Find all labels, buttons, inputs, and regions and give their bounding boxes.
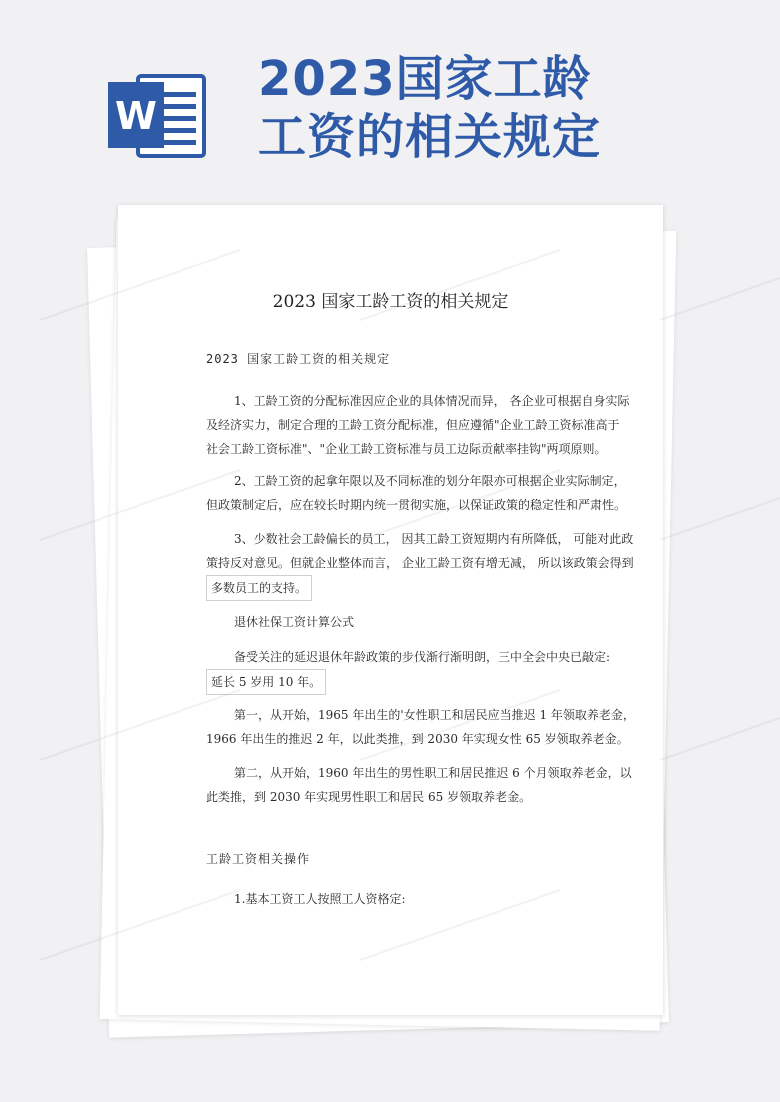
- word-doc-icon: [108, 68, 208, 160]
- paragraph-5-line-1: 第一，从开始，1965 年出生的'女性职工和居民应当推迟 1 年领取养老金，: [234, 708, 635, 722]
- paragraph-3-line-3: 多数员工的支持。: [206, 575, 312, 601]
- document-title: 2023 国家工龄工资的相关规定: [272, 292, 509, 312]
- paragraph-1-line-1: 1、工龄工资的分配标准因应企业的具体情况而异， 各企业可根据自身实际: [234, 394, 630, 408]
- section-ops-heading: 工龄工资相关操作: [206, 852, 311, 866]
- paragraph-3-line-1: 3、少数社会工龄偏长的员工， 因其工龄工资短期内有所降低， 可能对此政: [234, 532, 634, 546]
- document-page: [118, 205, 663, 1015]
- paragraph-2: [206, 469, 646, 517]
- header: [0, 0, 780, 200]
- paragraph-6: [206, 761, 646, 809]
- paragraph-5-line-2: 1966 年出生的推迟 2 年，以此类推，到 2030 年实现女性 65 岁领取养老金。: [206, 732, 629, 746]
- paragraph-2-line-2: 但政策制定后，应在较长时期内统一贯彻实施，以保证政策的稳定性和严肃性。: [206, 498, 627, 512]
- title-line-2: 工资的相关规定: [258, 109, 602, 165]
- paragraph-3: [206, 527, 646, 601]
- document-subtitle: 2023 国家工龄工资的相关规定: [206, 352, 391, 366]
- section-retire-heading: 退休社保工资计算公式: [234, 615, 355, 629]
- paragraph-3-line-2: 策持反对意见。但就企业整体而言， 企业工龄工资有增无减， 所以该政策会得到: [206, 556, 634, 570]
- paragraph-2-line-1: 2、工龄工资的起拿年限以及不同标准的划分年限亦可根据企业实际制定，: [234, 474, 626, 488]
- title-line-1: 2023国家工龄: [258, 51, 592, 107]
- paragraph-4: [206, 645, 646, 695]
- paragraph-5: [206, 703, 646, 751]
- page-title: [258, 50, 758, 166]
- paragraph-7: 1.基本工资工人按照工人资格定:: [234, 892, 406, 906]
- paragraph-6-line-2: 此类推，到 2030 年实现男性职工和居民 65 岁领取养老金。: [206, 790, 532, 804]
- paragraph-1-line-2: 及经济实力，制定合理的工龄工资分配标准，但应遵循"企业工龄工资标准高于: [206, 418, 620, 432]
- paragraph-4-line-1: 备受关注的延迟退休年龄政策的步伐渐行渐明朗，三中全会中央已敲定:: [234, 650, 611, 664]
- paragraph-6-line-1: 第二，从开始，1960 年出生的男性职工和居民推迟 6 个月领取养老金，以: [234, 766, 632, 780]
- paragraph-1: [206, 389, 646, 461]
- paragraph-4-line-2: 延长 5 岁用 10 年。: [206, 669, 326, 695]
- paragraph-1-line-3: 社会工龄工资标准"、"企业工龄工资标准与员工边际贡献率挂钩"两项原则。: [206, 442, 607, 456]
- logo-letter: W: [115, 94, 157, 138]
